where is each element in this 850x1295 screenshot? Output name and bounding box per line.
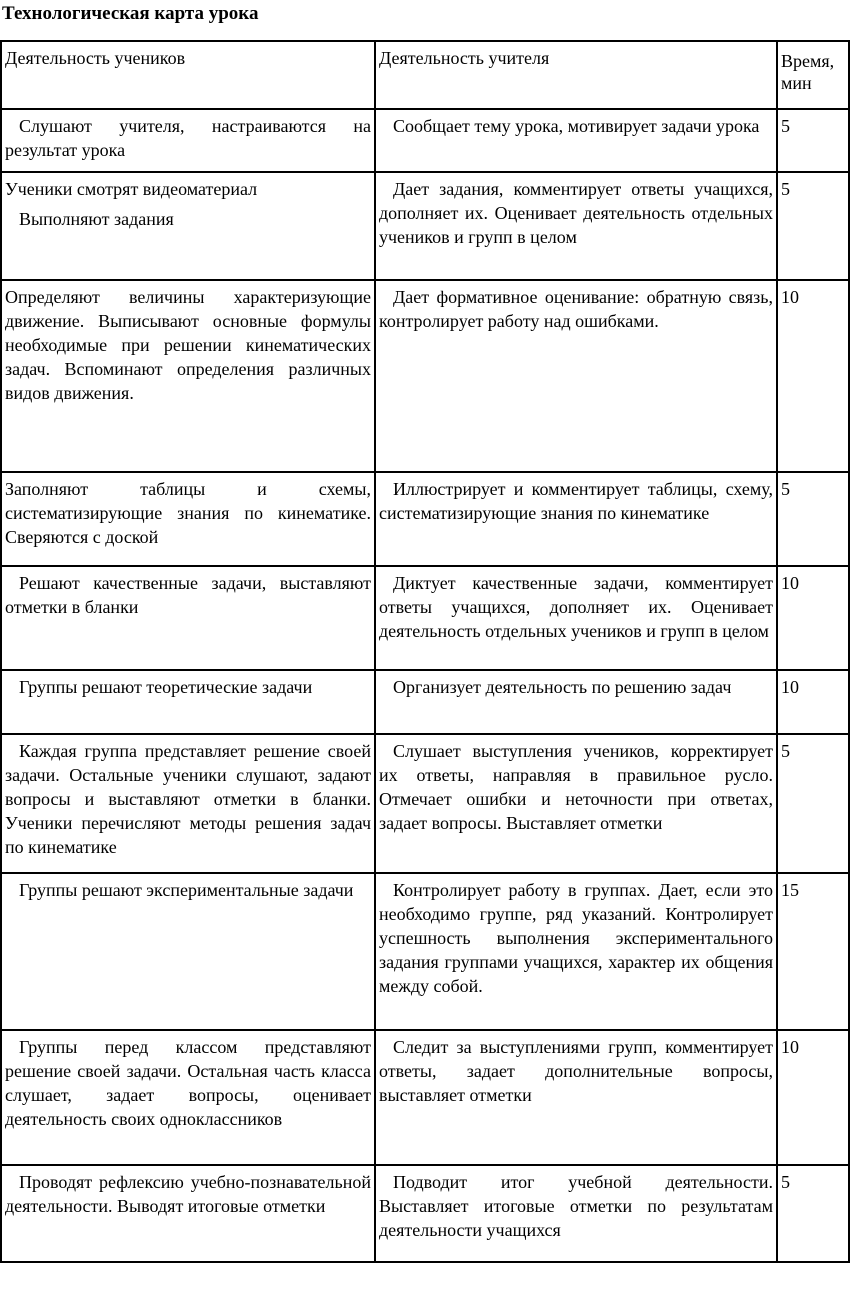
teacher-activity-cell: Иллюстрирует и комментирует таблицы, схему, систематизирующие знания по кинематике [375, 472, 777, 566]
students-activity-extra: Выполняют задания [19, 209, 174, 229]
table-row [1, 109, 849, 172]
teacher-activity-cell: Дает задания, комментирует ответы учащихся, дополняет их. Оценивает деятельность отдельных учеников и групп в целом [375, 172, 777, 280]
table-row [1, 1030, 849, 1165]
table-row [1, 280, 849, 472]
table-row [1, 172, 849, 280]
students-activity-text: Ученики смотрят видеоматериал [5, 179, 258, 199]
students-activity-cell: Заполняют таблицы и схемы, систематизирующие знания по кинематике. Сверяются с доской [1, 472, 375, 566]
header-time-line2: мин [781, 73, 812, 93]
time-cell: 5 [777, 472, 849, 566]
header-teacher-activity: Деятельность учителя [375, 41, 777, 109]
teacher-activity-cell: Организует деятельность по решению задач [375, 670, 777, 734]
students-activity-cell: Каждая группа представляет решение своей задачи. Остальные ученики слушают, задают вопросы и выставляют отметки в бланки. Ученики перечисляют методы решения задач по кинематике [1, 734, 375, 873]
students-activity-cell [1, 172, 375, 280]
students-activity-cell: Решают качественные задачи, выставляют отметки в бланки [1, 566, 375, 670]
students-activity-cell: Проводят рефлексию учебно-познавательной деятельности. Выводят итоговые отметки [1, 1165, 375, 1262]
table-row [1, 472, 849, 566]
header-time [777, 41, 849, 109]
time-cell: 5 [777, 734, 849, 873]
teacher-activity-cell: Дает формативное оценивание: обратную связь, контролирует работу над ошибками. [375, 280, 777, 472]
students-activity-cell: Группы перед классом представляют решение своей задачи. Остальная часть класса слушает, задает вопросы, оценивает деятельность своих одноклассников [1, 1030, 375, 1165]
teacher-activity-cell: Следит за выступлениями групп, комментирует ответы, задает дополнительные вопросы, выставляет отметки [375, 1030, 777, 1165]
table-row [1, 670, 849, 734]
time-cell: 10 [777, 280, 849, 472]
table-row [1, 1165, 849, 1262]
students-activity-cell: Группы решают экспериментальные задачи [1, 873, 375, 1030]
table-row [1, 734, 849, 873]
teacher-activity-cell: Слушает выступления учеников, корректирует их ответы, направляя в правильное русло. Отмечает ошибки и неточности при ответах, задает вопросы. Выставляет отметки [375, 734, 777, 873]
table-header-row [1, 41, 849, 109]
header-students-activity: Деятельность учеников [1, 41, 375, 109]
students-activity-cell: Определяют величины характеризующие движение. Выписывают основные формулы необходимые при решении кинематических задач. Вспоминают определения различных видов движения. [1, 280, 375, 472]
teacher-activity-cell: Сообщает тему урока, мотивирует задачи урока [375, 109, 777, 172]
page-title: Технологическая карта урока [2, 3, 259, 24]
table-row [1, 566, 849, 670]
students-activity-cell: Группы решают теоретические задачи [1, 670, 375, 734]
time-cell: 5 [777, 109, 849, 172]
time-cell: 5 [777, 1165, 849, 1262]
students-activity-cell: Слушают учителя, настраиваются на результат урока [1, 109, 375, 172]
teacher-activity-cell: Контролирует работу в группах. Дает, если это необходимо группе, ряд указаний. Контролирует успешность выполнения экспериментального задания группами учащихся, характер их общения между собой. [375, 873, 777, 1030]
time-cell: 15 [777, 873, 849, 1030]
lesson-plan-table [0, 40, 850, 1263]
time-cell: 10 [777, 670, 849, 734]
time-cell: 5 [777, 172, 849, 280]
table-row [1, 873, 849, 1030]
time-cell: 10 [777, 566, 849, 670]
header-time-line1: Время, [781, 51, 835, 71]
teacher-activity-cell: Диктует качественные задачи, комментирует ответы учащихся, дополняет их. Оценивает деятельность отдельных учеников и групп в целом [375, 566, 777, 670]
teacher-activity-cell: Подводит итог учебной деятельности. Выставляет итоговые отметки по результатам деятельности учащихся [375, 1165, 777, 1262]
time-cell: 10 [777, 1030, 849, 1165]
